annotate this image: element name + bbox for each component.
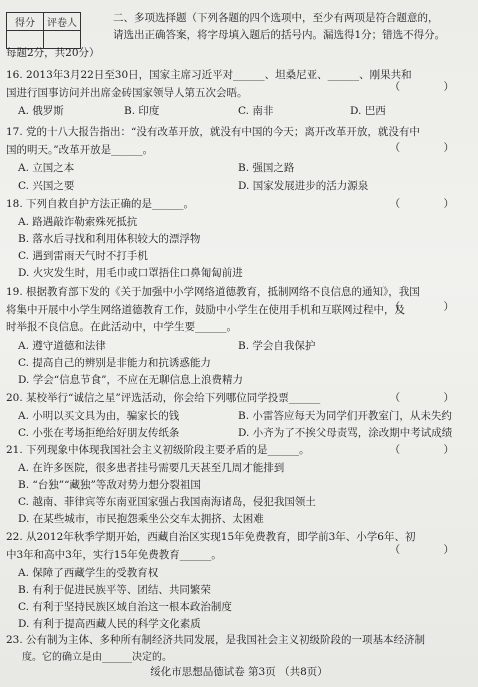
option-b: B. “台独”“藏独”等敌对势力想分裂祖国: [18, 479, 201, 491]
option-b: B. 印度: [124, 105, 160, 117]
option-c: C. 遇到雷雨天气时不打手机: [18, 250, 148, 262]
option-d: D. 巴西: [350, 105, 386, 117]
option-c: C. 越南、菲律宾等东南亚国家强占我国南海诸岛，侵犯我国领土: [18, 496, 316, 508]
option-a: A. 在许多医院，很多患者挂号需要几天甚至几周才能排到: [18, 462, 285, 474]
option-a: A. 保障了西藏学生的受教育权: [18, 567, 159, 579]
option-d: D. 有利于提高西藏人民的科学文化素质: [18, 618, 201, 630]
option-d: D. 国家发展进步的活力源泉: [238, 180, 369, 192]
score-label: 得分: [7, 13, 44, 31]
option-c: C. 兴国之要: [18, 180, 75, 192]
question-line: 中3年和高中3年，实行15年免费教育______。: [6, 548, 222, 561]
answer-paren[interactable]: （ ）: [389, 81, 474, 93]
option-c: C. 南非: [238, 105, 274, 117]
question-line: 16. 2013年3月22日至30日，国家主席习近平对______、坦桑尼亚、______、刚果共和: [6, 69, 412, 81]
option-d: D. 火灾发生时，用毛巾或口罩捂住口鼻匍匐前进: [18, 267, 243, 279]
option-a: A. 路遇敲诈勒索殊死抵抗: [18, 216, 138, 228]
option-b: B. 落水后寻找和利用体积较大的漂浮物: [18, 233, 201, 245]
option-b: B. 强国之路: [238, 162, 295, 174]
question-line: 21. 下列现象中体现我国社会主义初级阶段主要矛盾的是______。: [6, 444, 310, 456]
question-line: 22. 从2012年秋季学期开始，西藏自治区实现15年免费教育，即学前3年、小学6年、初: [6, 531, 416, 543]
answer-paren[interactable]: （ ）: [389, 301, 474, 313]
question-line: 17. 党的十八大报告指出：“没有改革开放，就没有中国的今天；离开改革开放，就没有中: [6, 126, 420, 138]
option-b: B. 有利于促进民族平等、团结、共同繁荣: [18, 584, 211, 596]
option-d: D. 在某些城市，市民抱怨乘坐公交车太拥挤、太困难: [18, 513, 264, 525]
option-a: A. 立国之本: [18, 162, 75, 174]
score-table: [6, 12, 81, 49]
question-line: 国进行国事访问并出席金砖国家领导人第五次会晤。: [6, 86, 248, 99]
question-line: 国的明天。”改革开放是______。: [6, 143, 154, 156]
option-a: A. 俄罗斯: [18, 105, 64, 117]
section-title-line1: 二、多项选择题（下列各题的四个选项中，至少有两项是符合题意的，: [113, 12, 439, 24]
question-line: 度。它的确立是由______决定的。: [22, 652, 172, 663]
answer-paren[interactable]: （ ）: [389, 444, 474, 456]
question-line: 18. 下列自救自护方法正确的是______。: [6, 198, 195, 210]
question-23-text: [6, 632, 470, 650]
section-title-line3: 每题2分，共20分）: [6, 47, 100, 59]
option-c: C. 小张在考场拒绝给好朋友传纸条: [18, 427, 180, 439]
section-title-line2: 请选出正确答案，将字母填入题后的括号内。漏选得1分；错选不得分。: [113, 29, 446, 41]
option-b: B. 小雷答应每天为同学们开教室门，从未失约: [238, 410, 452, 422]
option-d: D. 小齐为了不挨父母责骂，涂改期中考试成绩: [238, 427, 453, 439]
section-header: [113, 10, 471, 44]
answer-paren[interactable]: （ ）: [389, 544, 474, 556]
answer-paren[interactable]: （ ）: [389, 142, 474, 154]
question-line: 时举报不良信息。在此活动中，中学生要______。: [6, 321, 237, 333]
page-footer: 绥化市思想品德试卷 第3页 （共8页）: [150, 666, 328, 678]
option-c: C. 提高自己的辨别是非能力和抗诱惑能力: [18, 357, 211, 369]
answer-paren[interactable]: （ ）: [389, 198, 474, 210]
option-c: C. 有利于坚持民族区域自治这一根本政治制度: [18, 601, 232, 613]
answer-paren[interactable]: （ ）: [389, 392, 474, 404]
grader-label: 评卷人: [44, 13, 81, 31]
option-d: D. 学会“信息节食”，不应在无聊信息上浪费精力: [18, 374, 243, 386]
question-line: 将集中开展中小学生网络道德教育工作，鼓励中小学生在使用手机和互联网过程中，及: [6, 303, 405, 316]
question-line: 20. 某校举行“诚信之星”评选活动，你会给下列哪位同学投票______: [6, 392, 321, 404]
option-a: A. 小明以买文具为由，骗家长的钱: [18, 410, 180, 422]
option-b: B. 学会自我保护: [238, 340, 316, 352]
option-a: A. 遵守道德和法律: [18, 340, 106, 352]
question-line: 23. 公有制为主体、多种所有制经济共同发展，是我国社会主义初级阶段的一项基本经济制: [6, 634, 426, 646]
question-line: 19. 根据教育部下发的《关于加强中小学网络道德教育，抵制网络不良信息的通知》，我国: [6, 286, 420, 298]
